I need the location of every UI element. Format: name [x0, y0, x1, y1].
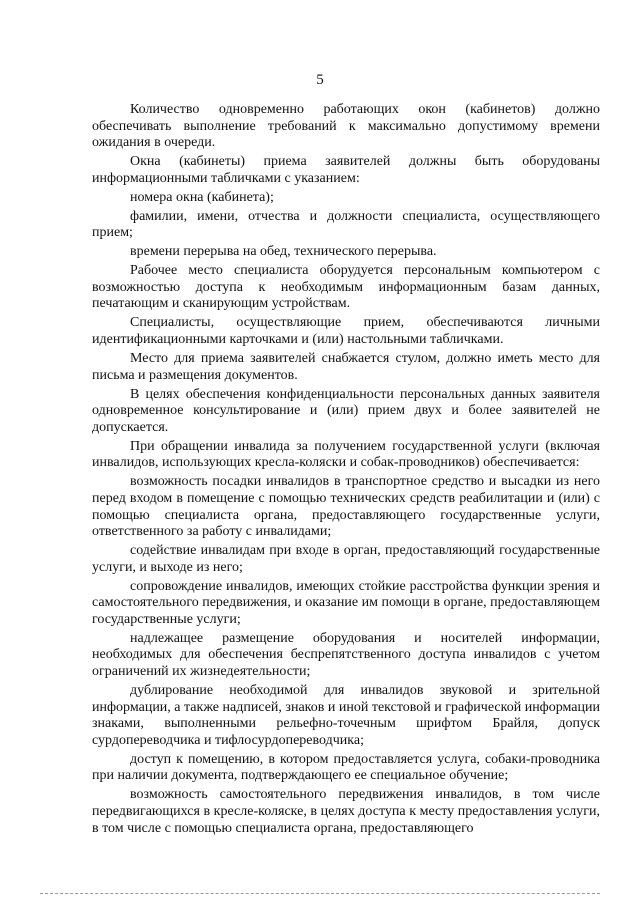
paragraph: содействие инвалидам при входе в орган, предоставляющий государственные услуги, и выходе из него; [92, 543, 600, 575]
paragraph: номера окна (кабинета); [130, 189, 274, 205]
paragraph: возможность самостоятельного передвижения инвалидов, в том числе передвигающихся в кресле-коляске, в целях доступа к месту предоставления услуги, в том числе с помощью специалиста органа, предоставляющего [92, 787, 600, 836]
paragraph: В целях обеспечения конфиденциальности персональных данных заявителя одновременное консультирование и (или) прием двух и более заявителей не допускается. [92, 386, 600, 435]
paragraph: сопровождение инвалидов, имеющих стойкие расстройства функции зрения и самостоятельного передвижения, и оказание им помощи в органе, предоставляющем государственные услуги; [92, 578, 600, 627]
document-body [92, 102, 600, 840]
paragraph: времени перерыва на обед, технического перерыва. [130, 244, 437, 260]
paragraph: доступ к помещению, в котором предоставляется услуга, собаки-проводника при наличии документа, подтверждающего ее специальное обучение; [92, 751, 600, 784]
paragraph: Окна (кабинеты) приема заявителей должны быть оборудованы информационными табличками с указанием: [92, 154, 600, 186]
paragraph: Место для приема заявителей снабжается стулом, должно иметь место для письма и размещения документов. [92, 351, 600, 383]
paragraph: Специалисты, осуществляющие прием, обеспечиваются личными идентификационными карточками и (или) настольными табличками. [92, 315, 600, 348]
paragraph: возможность посадки инвалидов в транспортное средство и высадки из него перед входом в помещение с помощью технических средств реабилитации и (или) с помощью специалиста органа, предоставляющего государственные услуги, ответственного за работу с инвалидами; [92, 474, 600, 540]
paragraph: Рабочее место специалиста оборудуется персональным компьютером с возможностью доступа к необходимым информационным базам данных, печатающим и сканирующим устройствам. [92, 263, 600, 312]
footer-divider [40, 893, 600, 894]
paragraph: надлежащее размещение оборудования и носителей информации, необходимых для обеспечения беспрепятственного доступа инвалидов с учетом ограничений их жизнедеятельности; [92, 630, 600, 680]
paragraph: фамилии, имени, отчества и должности специалиста, осуществляющего прием; [92, 208, 600, 241]
paragraph: При обращении инвалида за получением государственной услуги (включая инвалидов, использующих кресла-коляски и собак-проводников) обеспечивается: [92, 438, 600, 471]
paragraph: дублирование необходимой для инвалидов звуковой и зрительной информации, а также надписей, знаков и иной текстовой и графической информации знаками, выполненными рельефно-точечным шрифтом Брайля, допуск сурдопереводчика и тифлосурдопереводчика; [92, 683, 600, 748]
page-number: 5 [316, 72, 324, 88]
paragraph: Количество одновременно работающих окон (кабинетов) должно обеспечивать выполнение требований к максимально допустимому времени ожидания в очереди. [92, 102, 600, 151]
